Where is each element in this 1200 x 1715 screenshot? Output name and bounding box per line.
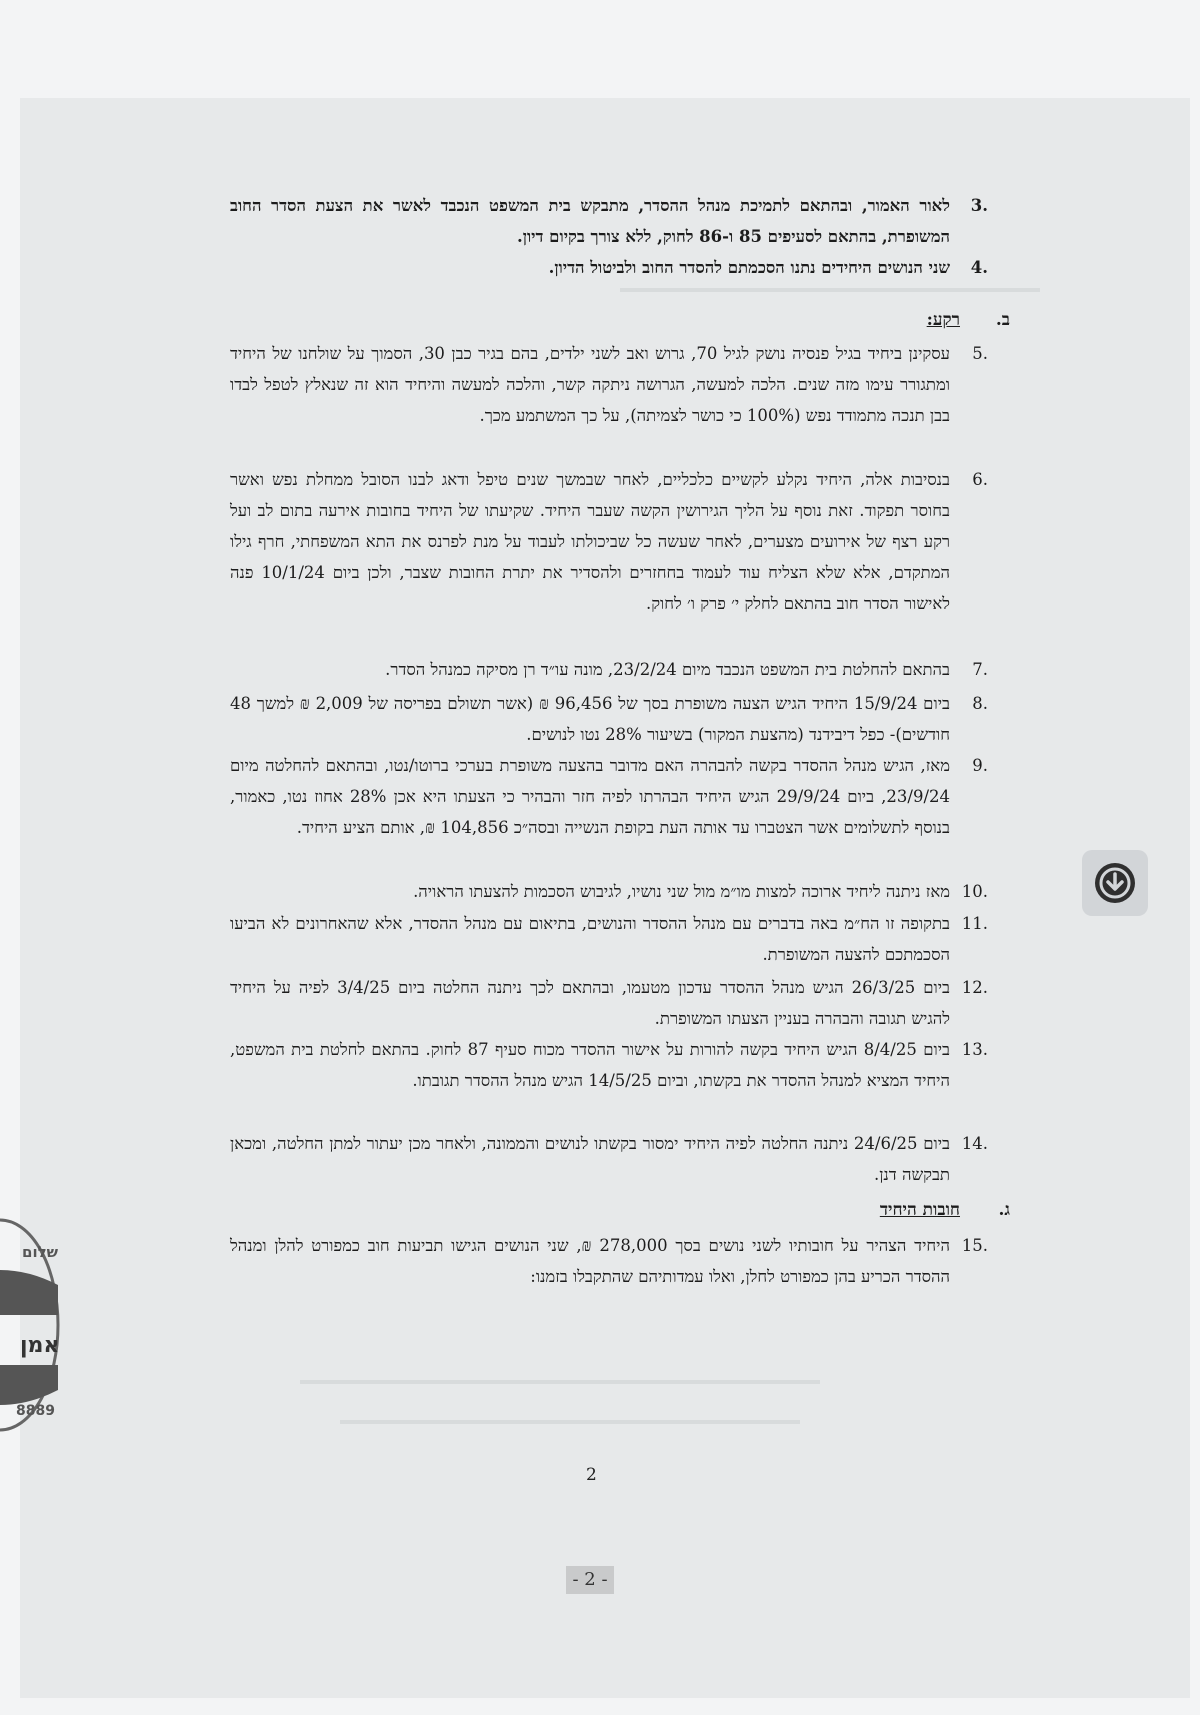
paragraph-14 bbox=[230, 1128, 988, 1190]
section-letter: ב. bbox=[995, 310, 1010, 330]
paragraph-text: בהתאם להחלטת בית המשפט הנכבד מיום 23/2/24, מונה עו״ד רן מסיקה כמנהל הסדר. bbox=[385, 660, 950, 679]
section-title: חובות היחיד bbox=[879, 1200, 960, 1220]
bleed-through-mark bbox=[300, 1380, 820, 1384]
paragraph-text: היחיד הצהיר על חובותיו לשני נושים בסך 278,000 ₪, שני הנושים הגישו תביעות חוב כמפורט להלן ומנהל ההסדר הכריע בהן כמפורט לחלן, ואלו עמדותיהם שהתקבלו בזמנו: bbox=[230, 1236, 950, 1286]
section-title: רקע: bbox=[926, 310, 960, 330]
section-heading-debts bbox=[879, 1200, 1010, 1220]
lawyer-seal bbox=[0, 1215, 62, 1435]
paragraph-5 bbox=[230, 338, 988, 431]
paragraph-number: 11. bbox=[961, 914, 988, 933]
page-stamp: - 2 - bbox=[566, 1566, 614, 1594]
paragraph-number: 7. bbox=[972, 660, 988, 679]
paragraph-number: 8. bbox=[972, 694, 988, 713]
paragraph-text: מאז, הגיש מנהל ההסדר בקשה להבהרה האם מדובר בהצעה משופרת בערכי ברוטו/נטו, ובהתאם להחלטה מיום 23/9/24, ביום 29/9/24 הגיש היחיד הבהרתו לפיה חזר והבהיר כי הצעתו היא אכן 28% אחוז נטו, כאמור, בנוסף לתשלומים אשר הצטברו עד אותה העת בקופת הנשייה ובסה״כ 104,856 ₪, אותם הציע היחיד. bbox=[230, 756, 950, 837]
paragraph-4 bbox=[230, 252, 988, 283]
paragraph-number: 6. bbox=[972, 470, 988, 489]
paragraph-number: 5. bbox=[972, 344, 988, 363]
seal-text-bottom: 8889 bbox=[16, 1403, 55, 1419]
paragraph-13 bbox=[230, 1034, 988, 1096]
paragraph-text: ביום 8/4/25 הגיש היחיד בקשה להורות על אישור ההסדר מכוח סעיף 87 לחוק. בהתאם לחלטת בית המשפט, היחיד המציא למנהל ההסדר את בקשתו, וביום 14/5/25 הגיש מנהל ההסדר תגובתו. bbox=[230, 1040, 950, 1090]
paragraph-6 bbox=[230, 464, 988, 619]
paragraph-15 bbox=[230, 1230, 988, 1292]
paragraph-number: 15. bbox=[961, 1236, 988, 1255]
paragraph-text: עסקינן ביחיד בגיל פנסיה נושק לגיל 70, גרוש ואב לשני ילדים, בהם בגיר כבן 30, הסמוך על שולחנו של היחיד ומתגורר עימו מזה שנים. הלכה למעשה, הגרושה ניתקה קשר, והלכה למעשה והיחיד הוא זה שנאלץ לטפל לבדו בבן תנכה מתמודד נפש (100% כי כושר לצמיתה), על כך המשתמע מכך. bbox=[230, 344, 950, 425]
paragraph-number: 9. bbox=[972, 756, 988, 775]
paragraph-text: ביום 26/3/25 הגיש מנהל ההסדר עדכון מטעמו, ובהתאם לכך ניתנה החלטה ביום 3/4/25 לפיה על היחיד להגיש תגובה והבהרה בעניין הצעתו המשופרת. bbox=[230, 978, 950, 1028]
paragraph-number: 14. bbox=[961, 1134, 988, 1153]
paragraph-text: בנסיבות אלה, היחיד נקלע לקשיים כלכליים, לאחר שבמשך שנים טיפל ודאג לבנו הסובל ממחלת נפש ואשר בחוסר תפקוד. זאת נוסף על הליך הגירושין הקשה שעבר היחיד. שקיעתו של היחיד בחובות אירעה בתום לב ועל רקע רצף של אירועים מצערים, לאחר שעשה כל שביכולתו לעבוד על מנת לפרנס את התא המשפחתי, חרף גילו המתקדם, אלא שלא הצליח עוד לעמוד בחחזרים ולהסדיר את יתרת החובות שצבר, ולכן ביום 10/1/24 פנה לאישור הסדר חוב בהתאם לחלק י׳ פרק ו׳ לחוק. bbox=[230, 470, 950, 613]
paragraph-7 bbox=[230, 654, 988, 685]
paragraph-number: 4. bbox=[970, 258, 988, 277]
arrow-down-circle-icon bbox=[1093, 861, 1137, 905]
paragraph-text: בתקופה זו הח״מ באה בדברים עם מנהל ההסדר והנושים, בתיאום עם מנהל ההסדר, אלא שהאחרונים לא הביעו הסכמתכם להצעה המשופרת. bbox=[230, 914, 950, 964]
bleed-through-mark bbox=[620, 288, 1040, 292]
paragraph-number: 10. bbox=[961, 882, 988, 901]
paragraph-text: ביום 24/6/25 ניתנה החלטה לפיה היחיד ימסור בקשתו לנושים והממונה, ולאחר מכן יעתור למתן החלטה, ומכאן תבקשה דנן. bbox=[230, 1134, 950, 1184]
download-button[interactable] bbox=[1082, 850, 1148, 916]
paragraph-12 bbox=[230, 972, 988, 1034]
paragraph-text: לאור האמור, ובהתאם לתמיכת מנהל ההסדר, מתבקש בית המשפט הנכבד לאשר את הצעת הסדר החוב המשופרת, בהתאם לסעיפים 85 ו-86 לחוק, ללא צורך בקיום דיון. bbox=[230, 196, 950, 246]
paragraph-10 bbox=[230, 876, 988, 907]
seal-text-mid: אמן bbox=[20, 1333, 60, 1358]
bleed-through-mark bbox=[340, 1420, 800, 1424]
paragraph-text: מאז ניתנה ליחיד ארוכה למצות מו״מ מול שני נושיו, לגיבוש הסכמות להצעתו הראויה. bbox=[413, 882, 950, 901]
paragraph-3 bbox=[230, 190, 988, 252]
page-number: 2 bbox=[586, 1465, 597, 1485]
seal-text-top: שלום bbox=[22, 1243, 59, 1261]
section-heading-background bbox=[926, 310, 1010, 330]
paragraph-text: שני הנושים היחידים נתנו הסכמתם להסדר החוב ולביטול הדיון. bbox=[548, 258, 950, 277]
paragraph-number: 13. bbox=[961, 1040, 988, 1059]
paragraph-9 bbox=[230, 750, 988, 843]
paragraph-text: ביום 15/9/24 היחיד הגיש הצעה משופרת בסך של 96,456 ₪ (אשר תשולם בפריסה של 2,009 ₪ למשך 48 חודשים)- כפל דיבידנד (מהצעת המקור) בשיעור 28% נטו לנושים. bbox=[230, 694, 950, 744]
paragraph-8 bbox=[230, 688, 988, 750]
paragraph-11 bbox=[230, 908, 988, 970]
paragraph-number: 3. bbox=[970, 196, 988, 215]
paragraph-number: 12. bbox=[961, 978, 988, 997]
section-letter: ג. bbox=[998, 1200, 1010, 1220]
